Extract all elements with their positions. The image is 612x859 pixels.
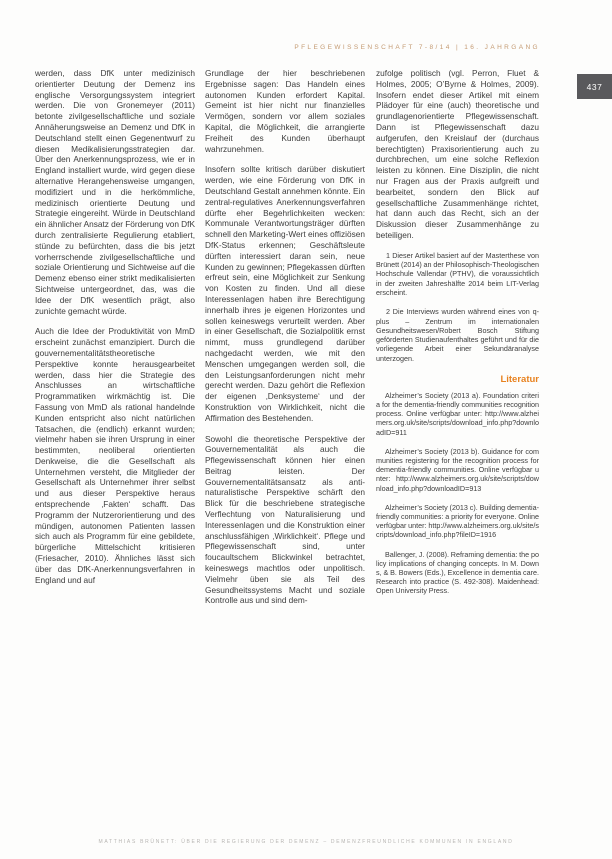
text-column-1 xyxy=(35,68,195,595)
paragraph: Sowohl die theoretische Perspektive der Gouvernementalität als auch die Pflegewissenschaft können hier einen Beitrag leisten. Der Gouvernementalitätsansatz als anti-naturalistische Perspektive schärft den Blick für die beschriebene strategische Verflechtung von Naturalisierung und Interessenlagen und die Konstruktion einer anschlussfähigen ‚Wirklichkeit‘. Pflege und Pflegewissenschaft sind, unter foucaultschem Blickwinkel betrachtet, keineswegs machtlos oder unpolitisch. Vielmehr üben sie als Teil des Gesundheitssystems Macht und soziale Kontrolle aus und sind dem- xyxy=(205,433,365,606)
reference-entry: Alzheimer’s Society (2013 b). Guidance for communities registering for the recognition process for dementia-friendly communities. Online verfügbar unter: http://www.alzheimers.org.uk/site/scripts/download_info.php?downloadID=913 xyxy=(376,446,539,493)
paragraph: Grundlage der hier beschriebenen Ergebnisse sagen: Das Handeln eines autonomen Kunden erfordert Kapital. Gemeint ist hier nicht nur finanzielles Vermögen, sondern vor allem soziales Kapital, die Möglichkeit, die arrangierte Freiheit des Kunden überhaupt wahrzunehmen. xyxy=(205,68,365,154)
literature-heading: Literatur xyxy=(500,374,539,386)
reference-entry: Ballenger, J. (2008). Reframing dementia: the policy implications of changing concepts. In M. Downs, & B. Bowers (Eds.), Excellence in dementia care. Research into practice (S. 492-308). Maidenhead: Open University Press. xyxy=(376,549,539,596)
text-column-2 xyxy=(205,68,365,616)
footnote-1: 1 Dieser Artikel basiert auf der Masterthese von Brünett (2014) an der Philosophisch-Theologischen Hochschule Vallendar (PTHV), die voraussichtlich in der zweiten Jahreshälfte 2014 beim LIT-Verlag erscheint. xyxy=(376,250,540,297)
reference-entry: Alzheimer’s Society (2013 c). Building dementia-friendly communities: a priority for everyone. Online verfügbar unter: http://www.alzheimers.org.uk/site/scripts/download_info.php?fileID=1916 xyxy=(376,502,539,540)
text-column-3 xyxy=(376,68,539,606)
reference-entry: Alzheimer’s Society (2013 a). Foundation criteria for the dementia-friendly communities recognition process. Online verfügbar unter: http://www.alzheimers.org.uk/site/scripts/download_info.php?downloadID=911 xyxy=(376,390,540,437)
paragraph: werden, dass DfK unter medizinisch orientierter Deutung der Demenz ins englische Versorgungssystem integriert werden. Die von Gronemeyer (2011) betonte zivilgesellschaftliche und soziale Annäherungsweise an Demenz und DfK in Deutschland stellt einen Gegenentwurf zu diesen Medikalisierungsstrategien dar. Über den Anerkennungsprozess, wie er in England installiert wurde, wird gegen diese alternative Herangehensweise umgangen, modifiziert und in die herkömmliche, medizinisch orientierte Deutung und Strategie eingereiht. Würde in Deutschland ein ähnlicher Ansatz der Förderung von DfK durch zentralisierte Regulierung etabliert, stünde zu befürchten, dass die bis jetzt vorherrschende zivilgesellschaftliche und soziale Orientierung und Sichtweise auf die Demenz ebenso einer strikt medikalisierten Sichtweise untergeordnet, das, was die Idee der DfK wesentlich prägt, also zunichte gemacht würde. xyxy=(35,68,195,316)
paragraph: zufolge politisch (vgl. Perron, Fluet & Holmes, 2005; O’Byrne & Holmes, 2009). Insofern endet dieser Artikel mit einem Plädoyer für eine (auch) theoretische und grundlagenorientierte Pflegewissenschaft. Dann ist Pflegewissenschaft dazu aufgerufen, den Kreislauf der (durchaus berechtigten) Praxisorientierung auch zu durchbrechen, um eine solche Reflexion leisten zu können. Eine Disziplin, die nicht nur Fragen aus der Praxis aufgreift und bearbeitet, sondern den Blick auf gesellschaftliche Zusammenhänge richtet, hat dann auch das Recht, sich an der Diskussion dieser Zusammenhänge zu beteiligen. xyxy=(376,68,539,240)
page-number: 437 xyxy=(586,81,603,92)
paragraph: Auch die Idee der Produktivität von MmD erscheint zunächst emanzipiert. Durch die gouvernementalitätstheoretische Perspektive konnte herausgearbeitet werden, dass hier die Strategie des Anschlusses an wirtschaftliche Programmatiken wirkmächtig ist. Die Fassung von MmD als rational handelnde Kunden entspricht also nicht natürlichen Tatsachen, die (endlich) erkannt wurden; vielmehr haben sie ihren Ursprung in einer bestimmten, neoliberal orientierten Denkweise, die die Gesellschaft als Unternehmen versteht, die Mitglieder der Gesellschaft als Unternehmer ihrer selbst und aus dieser Perspektive heraus entsprechende ‚Fakten‘ schafft. Das Programm der Nutzerorientierung und des mündigen, autonomen Patienten lassen sich auch als Programm für eine gebildete, bürgerliche Mittelschicht kritisieren (Friesacher, 2010). Ähnliches lässt sich über das DfK-Anerkennungsverfahren in England und auf xyxy=(35,326,195,585)
footnote-2: 2 Die Interviews wurden während eines von q-plus – Zentrum im internationalen Gesundheitswesen/Robert Bosch Stiftung geförderten Studienaufenthaltes geführt und für die vorliegende Arbeit einer Sekundäranalyse unterzogen. xyxy=(376,307,539,363)
paragraph: Insofern sollte kritisch darüber diskutiert werden, wie eine Förderung von DfK in Deutschland Gestalt annehmen könnte. Ein zentral-regulatives Anerkennungsverfahren dürfte eher Begehrlichkeiten wecken: Kommunale Verantwortungsträger dürften schnell den Marketing-Wert eines offiziösen DfK-Status erkennen; Geschäftsleute dürften interessiert daran sein, neue Kunden zu gewinnen; Pflegekassen dürften erfreut sein, eine Möglichkeit zur Senkung von Kosten zu finden. Und all diese Interessenlagen haben ihre Berechtigung innerhalb ihres je eigenen Horizontes und sollen keineswegs verurteilt werden. Aber in einer Gesellschaft, die Sozialpolitik ernst nimmt, muss grundlegend darüber nachgedacht werden, wie mit den Menschen umgegangen werden soll, die den Leistungsanforderungen nicht mehr gerecht werden. Dazu gehört die Reflexion der eigenen ‚Denksysteme‘ und der Konstruktion von Wirklichkeit, nicht die Affirmation des Bestehenden. xyxy=(205,164,365,423)
running-footer: MATTHIAS BRÜNETT: ÜBER DIE REGIERUNG DER DEMENZ – DEMENZFREUNDLICHE KOMMUNEN IN ENGLAND xyxy=(98,839,514,845)
page-number-badge xyxy=(577,74,612,99)
journal-header: PFLEGEWISSENSCHAFT 7-8/14 | 16. JAHRGANG xyxy=(294,44,540,51)
